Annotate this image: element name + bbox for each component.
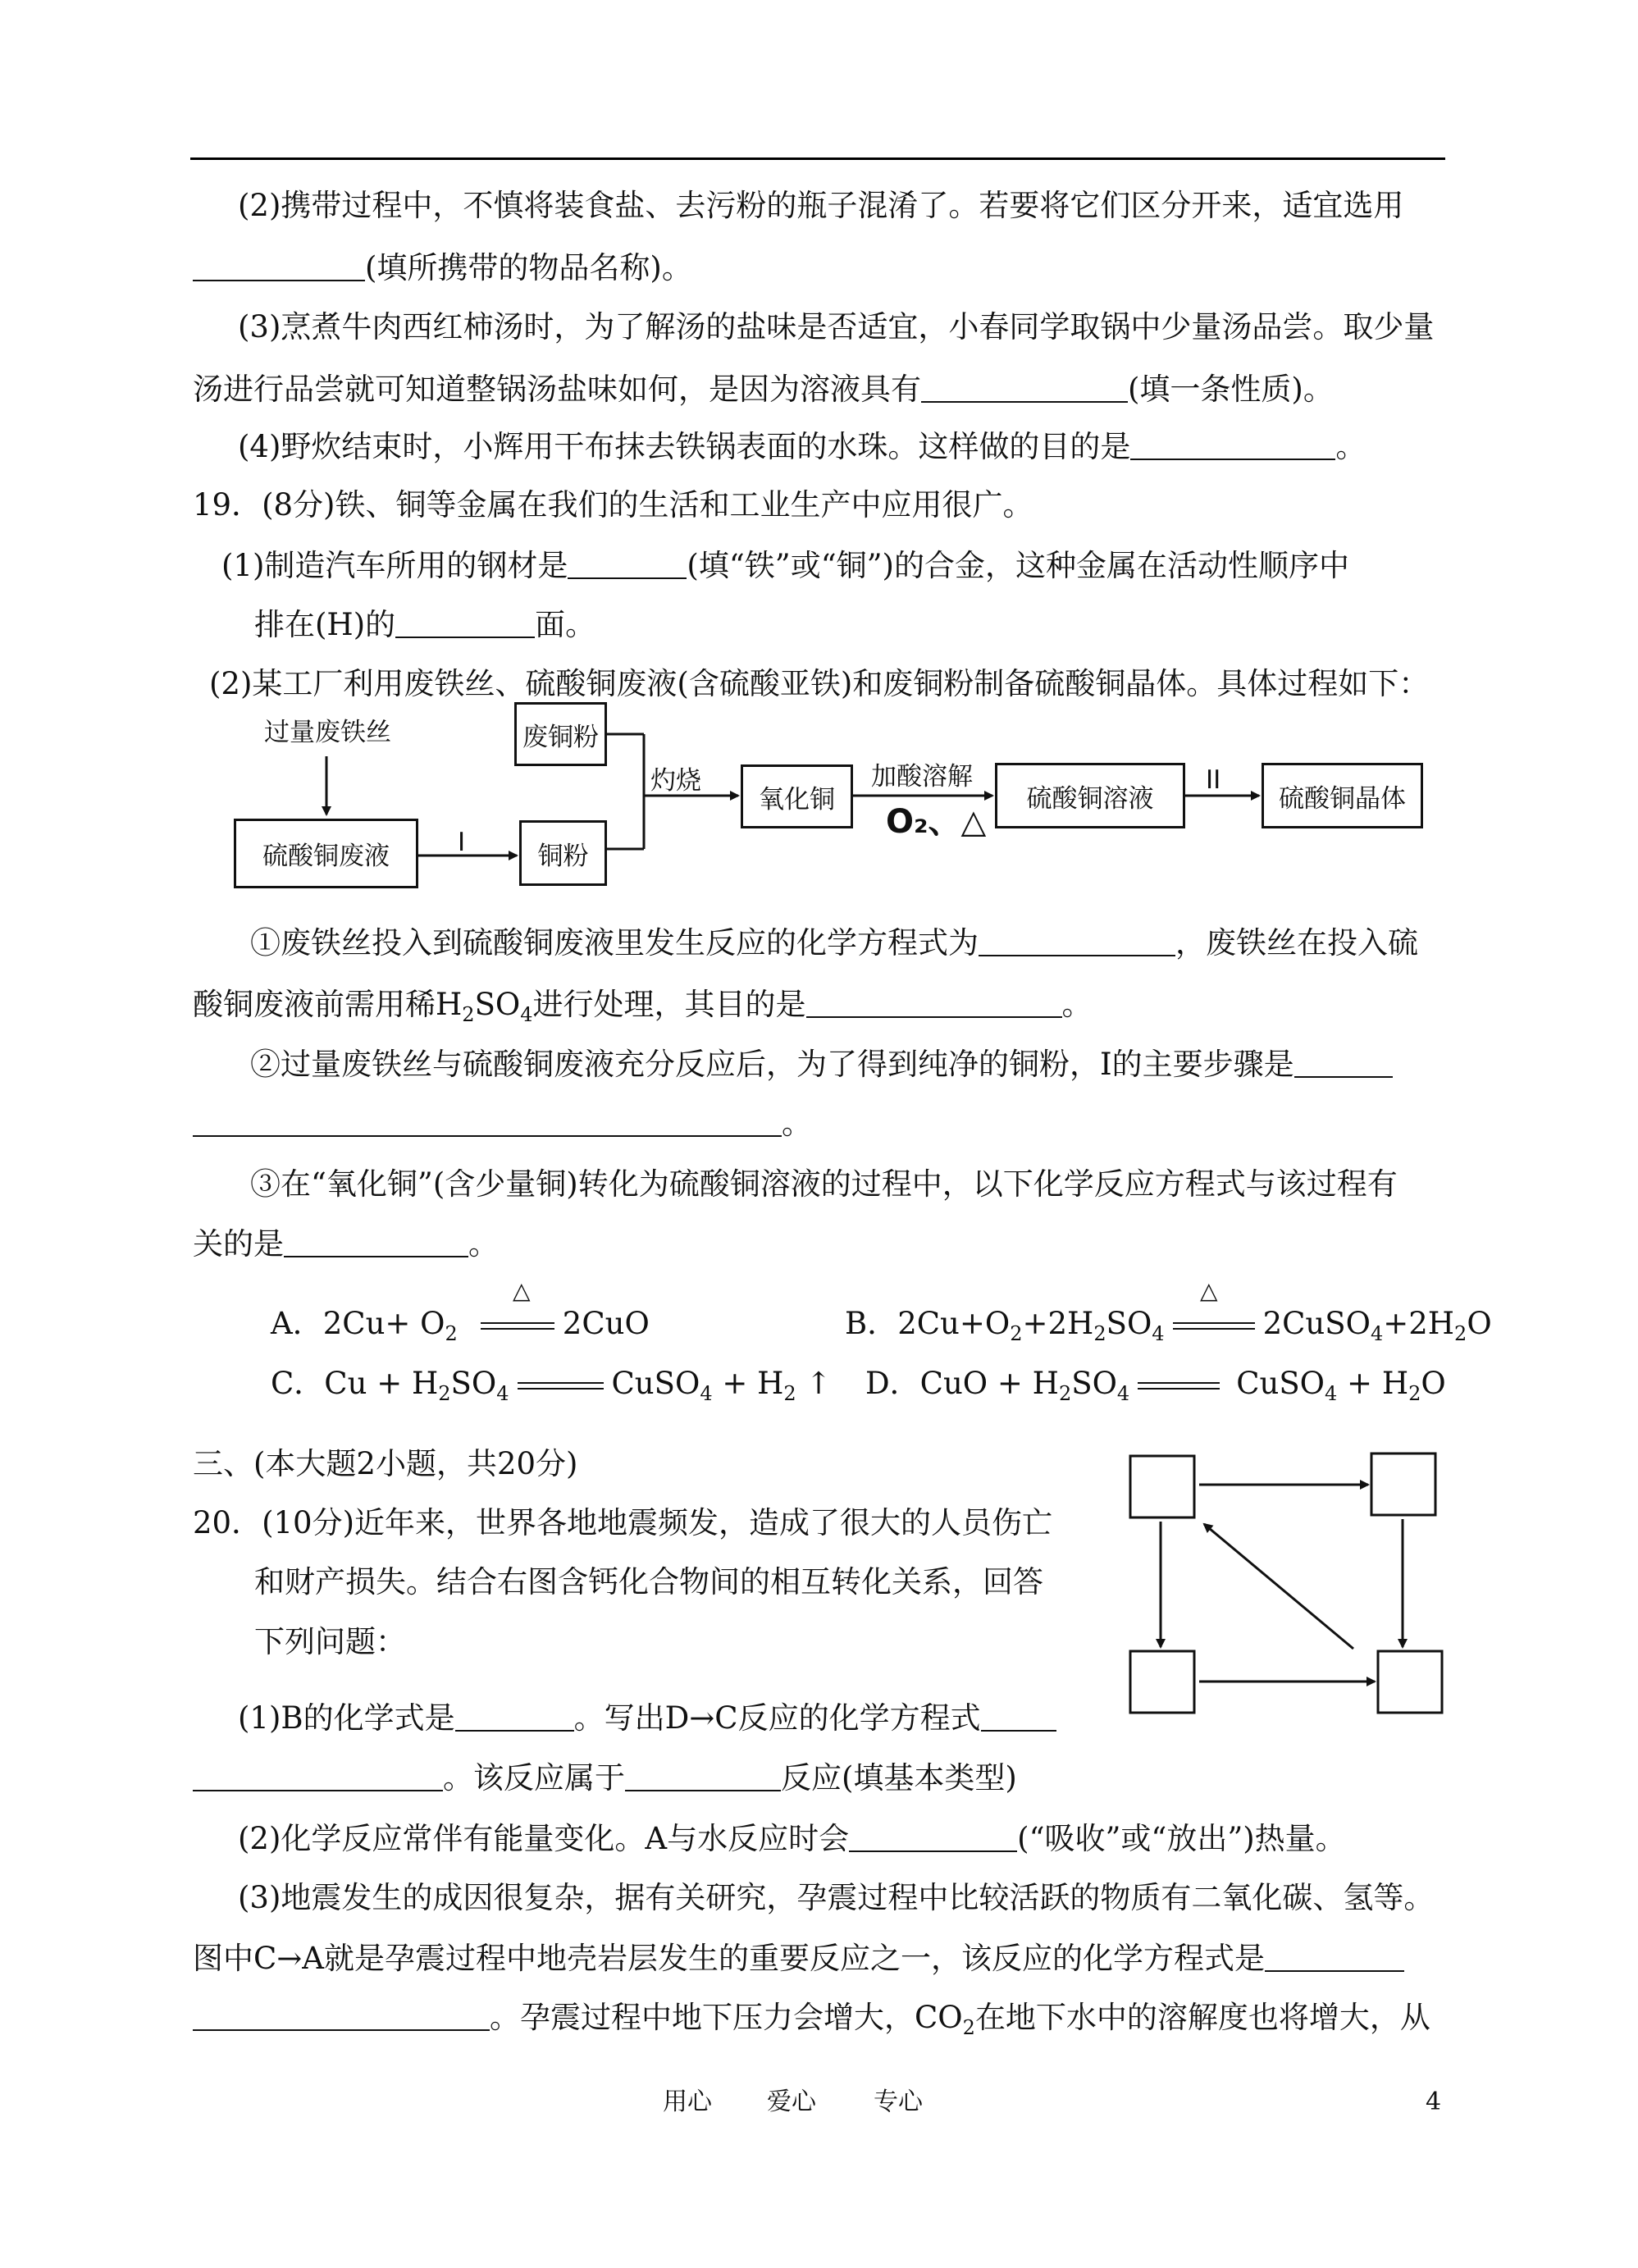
q19-sub2-line1: ②过量废铁丝与硫酸铜废液充分反应后，为了得到纯净的铜粉，Ⅰ的主要步骤是 bbox=[250, 1048, 1393, 1079]
q20-heading-line3: 下列问题： bbox=[254, 1624, 406, 1659]
q18-part4: (4)野炊结束时，小辉用干布抹去铁锅表面的水珠。这样做的目的是 。 bbox=[238, 429, 1367, 464]
page-number: 4 bbox=[1426, 2088, 1442, 2116]
option-c: C．$Cu + H_2SO_4$ CuSO$_4$ + $H_2$ ↑ bbox=[271, 1366, 832, 1405]
option-d: D．CuO + $H_2SO_4$ CuSO$_4$ + $H_2O$ bbox=[865, 1366, 1446, 1405]
q19-sub1-line2: 酸铜废液前需用稀$H_2SO_4$进行处理，其目的是 。 bbox=[193, 987, 1093, 1026]
section-3-heading: 三、(本大题2小题，共20分) bbox=[193, 1446, 578, 1481]
heat-symbol: △ bbox=[1200, 1277, 1218, 1304]
q20-heading-line2: 和财产损失。结合右图含钙化合物间的相互转化关系，回答 bbox=[254, 1564, 1043, 1599]
option-a: A．$2Cu+ O_2$ 2CuO bbox=[271, 1306, 650, 1345]
answer-blank[interactable] bbox=[625, 1762, 781, 1791]
q19-sub1-line1: ①废铁丝投入到硫酸铜废液里发生反应的化学方程式为 ，废铁丝在投入硫 bbox=[250, 925, 1418, 961]
condition-label: O₂、△ bbox=[886, 803, 987, 841]
answer-blank[interactable] bbox=[981, 1702, 1056, 1732]
step-1-label: I bbox=[458, 828, 466, 857]
step-2-label: II bbox=[1206, 765, 1221, 795]
heat-symbol: △ bbox=[513, 1277, 531, 1304]
answer-blank[interactable] bbox=[193, 1762, 443, 1791]
q20-part1-line1: (1)B的化学式是 。写出D→C反应的化学方程式 bbox=[238, 1702, 1056, 1733]
cuso4-solution-box: 硫酸铜溶液 bbox=[995, 763, 1185, 828]
q19-sub3-line2: 关的是 。 bbox=[193, 1226, 499, 1262]
q20-heading-line1: 20．(10分)近年来，世界各地地震频发，造成了很大的人员伤亡 bbox=[193, 1505, 1053, 1540]
footer-text-3: 专心 bbox=[874, 2088, 923, 2116]
answer-blank[interactable] bbox=[455, 1702, 574, 1732]
copper-oxide-box: 氧化铜 bbox=[741, 764, 853, 828]
acid-dissolve-label: 加酸溶解 bbox=[871, 762, 973, 792]
q20-part1-line2: 。该反应属于 反应(填基本类型) bbox=[193, 1762, 1017, 1793]
cuso4-crystal-box: 硫酸铜晶体 bbox=[1262, 763, 1423, 828]
footer-text-2: 爱心 bbox=[767, 2088, 816, 2116]
q20-part3-line1: (3)地震发生的成因很复杂，据有关研究，孕震过程中比较活跃的物质有二氧化碳、氢等。 bbox=[238, 1880, 1435, 1915]
q18-part3-line1: (3)烹煮牛肉西红柿汤时，为了解汤的盐味是否适宜，小春同学取锅中少量汤品尝。取少量 bbox=[238, 309, 1435, 345]
copper-powder-box: 铜粉 bbox=[519, 820, 607, 886]
q19-heading: 19．(8分)铁、铜等金属在我们的生活和工业生产中应用很广。 bbox=[193, 487, 1033, 523]
q19-part2: (2)某工厂利用废铁丝、硫酸铜废液(含硫酸亚铁)和废铜粉制备硫酸铜晶体。具体过程如下： bbox=[209, 666, 1430, 701]
answer-blank[interactable] bbox=[849, 1823, 1017, 1852]
q19-part1-line2: 排在(H)的 面。 bbox=[254, 607, 596, 642]
scrap-iron-label: 过量废铁丝 bbox=[264, 718, 391, 747]
q18-part2-line2: (填所携带的物品名称)。 bbox=[193, 252, 692, 283]
option-b: B．$2Cu+O_2+2H_2SO_4$ $2CuSO_4+2H_2O$ bbox=[845, 1306, 1492, 1345]
q19-part1-line1: (1)制造汽车所用的钢材是 (填“铁”或“铜”)的合金，这种金属在活动性顺序中 bbox=[221, 548, 1349, 583]
burn-label: 灼烧 bbox=[650, 766, 701, 796]
q20-part3-line2: 图中C→A就是孕震过程中地壳岩层发生的重要反应之一，该反应的化学方程式是 bbox=[193, 1942, 1404, 1974]
answer-blank[interactable] bbox=[1265, 1942, 1404, 1972]
q20-part3-line3: 。孕震过程中地下压力会增大，$CO_2$在地下水中的溶解度也将增大，从 bbox=[193, 2001, 1430, 2033]
waste-liquid-box: 硫酸铜废液 bbox=[234, 819, 418, 888]
answer-blank[interactable] bbox=[193, 2001, 490, 2031]
q19-sub2-line2: 。 bbox=[193, 1107, 812, 1139]
q20-part2: (2)化学反应常伴有能量变化。A与水反应时会 (“吸收”或“放出”)热量。 bbox=[238, 1821, 1346, 1856]
waste-copper-box: 废铜粉 bbox=[514, 702, 607, 766]
q19-sub3-line1: ③在“氧化铜”(含少量铜)转化为硫酸铜溶液的过程中，以下化学反应方程式与该过程有 bbox=[250, 1166, 1398, 1202]
footer-text-1: 用心 bbox=[663, 2088, 712, 2116]
q18-part3-line2: 汤进行品尝就可知道整锅汤盐味如何，是因为溶液具有 (填一条性质)。 bbox=[193, 372, 1334, 407]
q18-part2-line1: (2)携带过程中，不慎将装食盐、去污粉的瓶子混淆了。若要将它们区分开来，适宜选用 bbox=[238, 188, 1404, 223]
